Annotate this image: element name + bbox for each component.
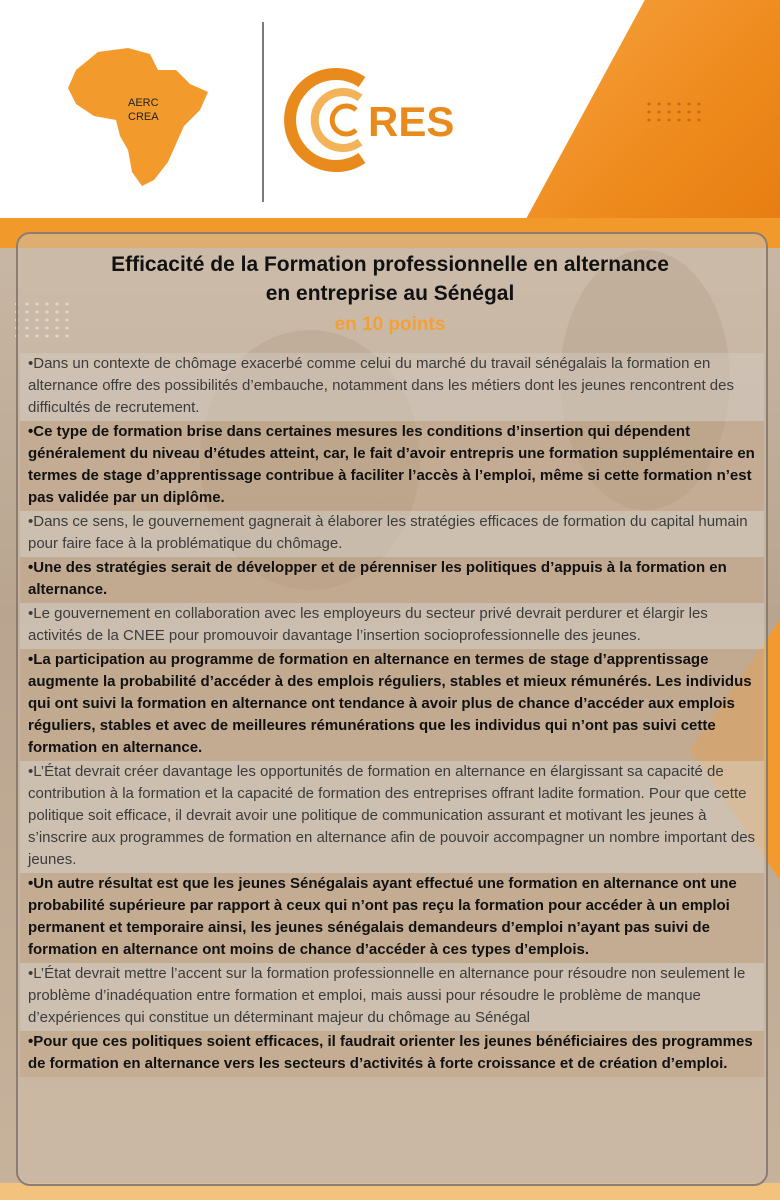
point-5: •Le gouvernement en collaboration avec les employeurs du secteur privé devrait perdurer et élargir les activités de la CNEE pour promouvoir davantage l’insertion socioprofessionnelle des jeunes. <box>20 603 764 649</box>
point-1: •Dans un contexte de chômage exacerbé comme celui du marché du travail sénégalais la formation en alternance offre des possibilités d’embauche, notamment dans les métiers dont les jeunes rencontrent des difficultés de recrutement. <box>20 353 764 421</box>
point-3: •Dans ce sens, le gouvernement gagnerait à élaborer les stratégies efficaces de formation du capital humain pour faire face à la problématique du chômage. <box>20 511 764 557</box>
title-line-1: Efficacité de la Formation professionnelle en alternance <box>111 253 669 276</box>
title-line-2: en entreprise au Sénégal <box>265 282 515 305</box>
point-7: •L’État devrait créer davantage les opportunités de formation en alternance en élargissant sa capacité de contribution à la formation et la capacité de formation des entreprises offrant ladite formation. Pour que cette politique soit efficace, il devrait avoir une politique de communication assurant et motivant les jeunes à s’inscrire aux programmes de formation en alternance afin de pouvoir accompagner un nombre important des jeunes. <box>20 761 764 873</box>
points-list <box>20 353 764 1077</box>
crea-text: CREA <box>128 111 159 123</box>
header <box>0 0 780 218</box>
point-10: •Pour que ces politiques soient efficaces, il faudrait orienter les jeunes bénéficiaires des programmes de formation en alternance vers les secteurs d’activités à forte croissance et de création d’emploi. <box>20 1031 764 1077</box>
point-8: •Un autre résultat est que les jeunes Sénégalais ayant effectué une formation en alternance ont une probabilité supérieure par rapport à ceux qui n’ont pas reçu la formation pour accéder à un emploi permanent et temporaire ainsi, les jeunes sénégalais demandeurs d’emploi n’ayant pas suivi de formation en alternance ont moins de chance d’accéder à ces types d’emplois. <box>20 873 764 963</box>
aerc-crea-logo <box>58 40 218 200</box>
point-2: •Ce type de formation brise dans certaines mesures les conditions d’insertion qui dépendent généralement du niveau d’études atteint, car, le fait d’avoir entrepris une formation supplémentaire en termes de stage d’apprentissage contribue à faciliter l’accès à l’emploi, même si cette formation n’est pas validée par un diplôme. <box>20 421 764 511</box>
cres-logo <box>282 60 472 180</box>
logo-divider <box>262 22 264 202</box>
point-6: •La participation au programme de formation en alternance en termes de stage d’apprentissage augmente la probabilité d’accéder à des emplois réguliers, stables et mieux rémunérés. Les individus qui ont suivi la formation en alternance ont tendance à avoir plus de chance d’accéder aux emplois réguliers, stables et avec de meilleures rémunérations que les individus qui n’ont pas suivi cette formation en alternance. <box>20 649 764 761</box>
point-4: •Une des stratégies serait de développer et de pérenniser les politiques d’appuis à la formation en alternance. <box>20 557 764 603</box>
page-title <box>16 250 764 308</box>
page-subtitle: en 10 points <box>334 314 446 335</box>
dot-pattern <box>644 100 702 126</box>
aerc-text: AERC <box>128 97 159 109</box>
point-9: •L’État devrait mettre l’accent sur la formation professionnelle en alternance pour résoudre non seulement le problème d’inadéquation entre formation et emploi, mais aussi pour résoudre le problème de manque d’expériences qui constitue un déterminant majeur du chômage au Sénégal <box>20 963 764 1031</box>
cres-wordmark: RES <box>368 98 455 145</box>
